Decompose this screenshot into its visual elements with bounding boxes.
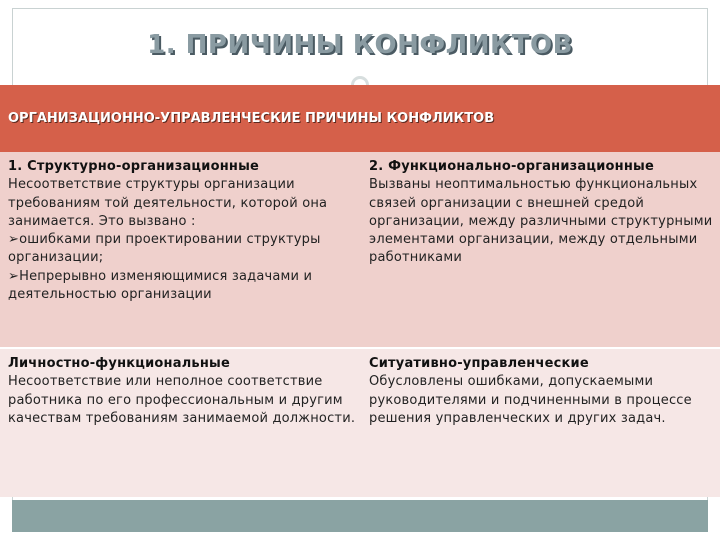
cell-heading: Ситуативно-управленческие (369, 356, 589, 371)
table-cell-situational (369, 355, 715, 428)
arrow-bullet-icon: ➢ (8, 232, 20, 248)
cell-text: Обусловлены ошибками, допускаемыми руководителями и подчиненными в процессе решения управленческих и других задач. (369, 374, 692, 426)
bullet-item: ➢Непрерывно изменяющимися задачами и деятельностью организации (8, 268, 313, 303)
table-cell-personal (8, 355, 360, 428)
table-header-text: ОРГАНИЗАЦИОННО-УПРАВЛЕНЧЕСКИЕ ПРИЧИНЫ КОНФЛИКТОВ (8, 111, 495, 126)
table-header (0, 85, 720, 152)
footer-bar (12, 500, 708, 532)
causes-table (0, 85, 720, 497)
cell-heading: Личностно-функциональные (8, 356, 230, 371)
cell-text: Вызваны неоптимальностью функциональных связей организации с внешней средой организации, между различными структурными элементами организации, между отдельными работниками (369, 177, 713, 266)
cell-text: Несоответствие структуры организации требованиям той деятельности, которой она занимается. Это вызвано : (8, 177, 328, 229)
table-row (0, 152, 720, 347)
table-row (0, 349, 720, 497)
cell-heading: 2. Функционально-организационные (369, 159, 654, 174)
cell-heading: 1. Структурно-организационные (8, 159, 260, 174)
table-cell-structural (8, 158, 360, 304)
slide-title: 1. ПРИЧИНЫ КОНФЛИКТОВ (147, 30, 573, 60)
bullet-item: ➢ошибками при проектировании структуры организации; (8, 232, 321, 266)
cell-text: Несоответствие или неполное соответствие работника по его профессиональным и другим качествам требованиям занимаемой должности. (8, 374, 356, 426)
arrow-bullet-icon: ➢ (8, 268, 20, 284)
table-cell-functional (369, 158, 715, 268)
